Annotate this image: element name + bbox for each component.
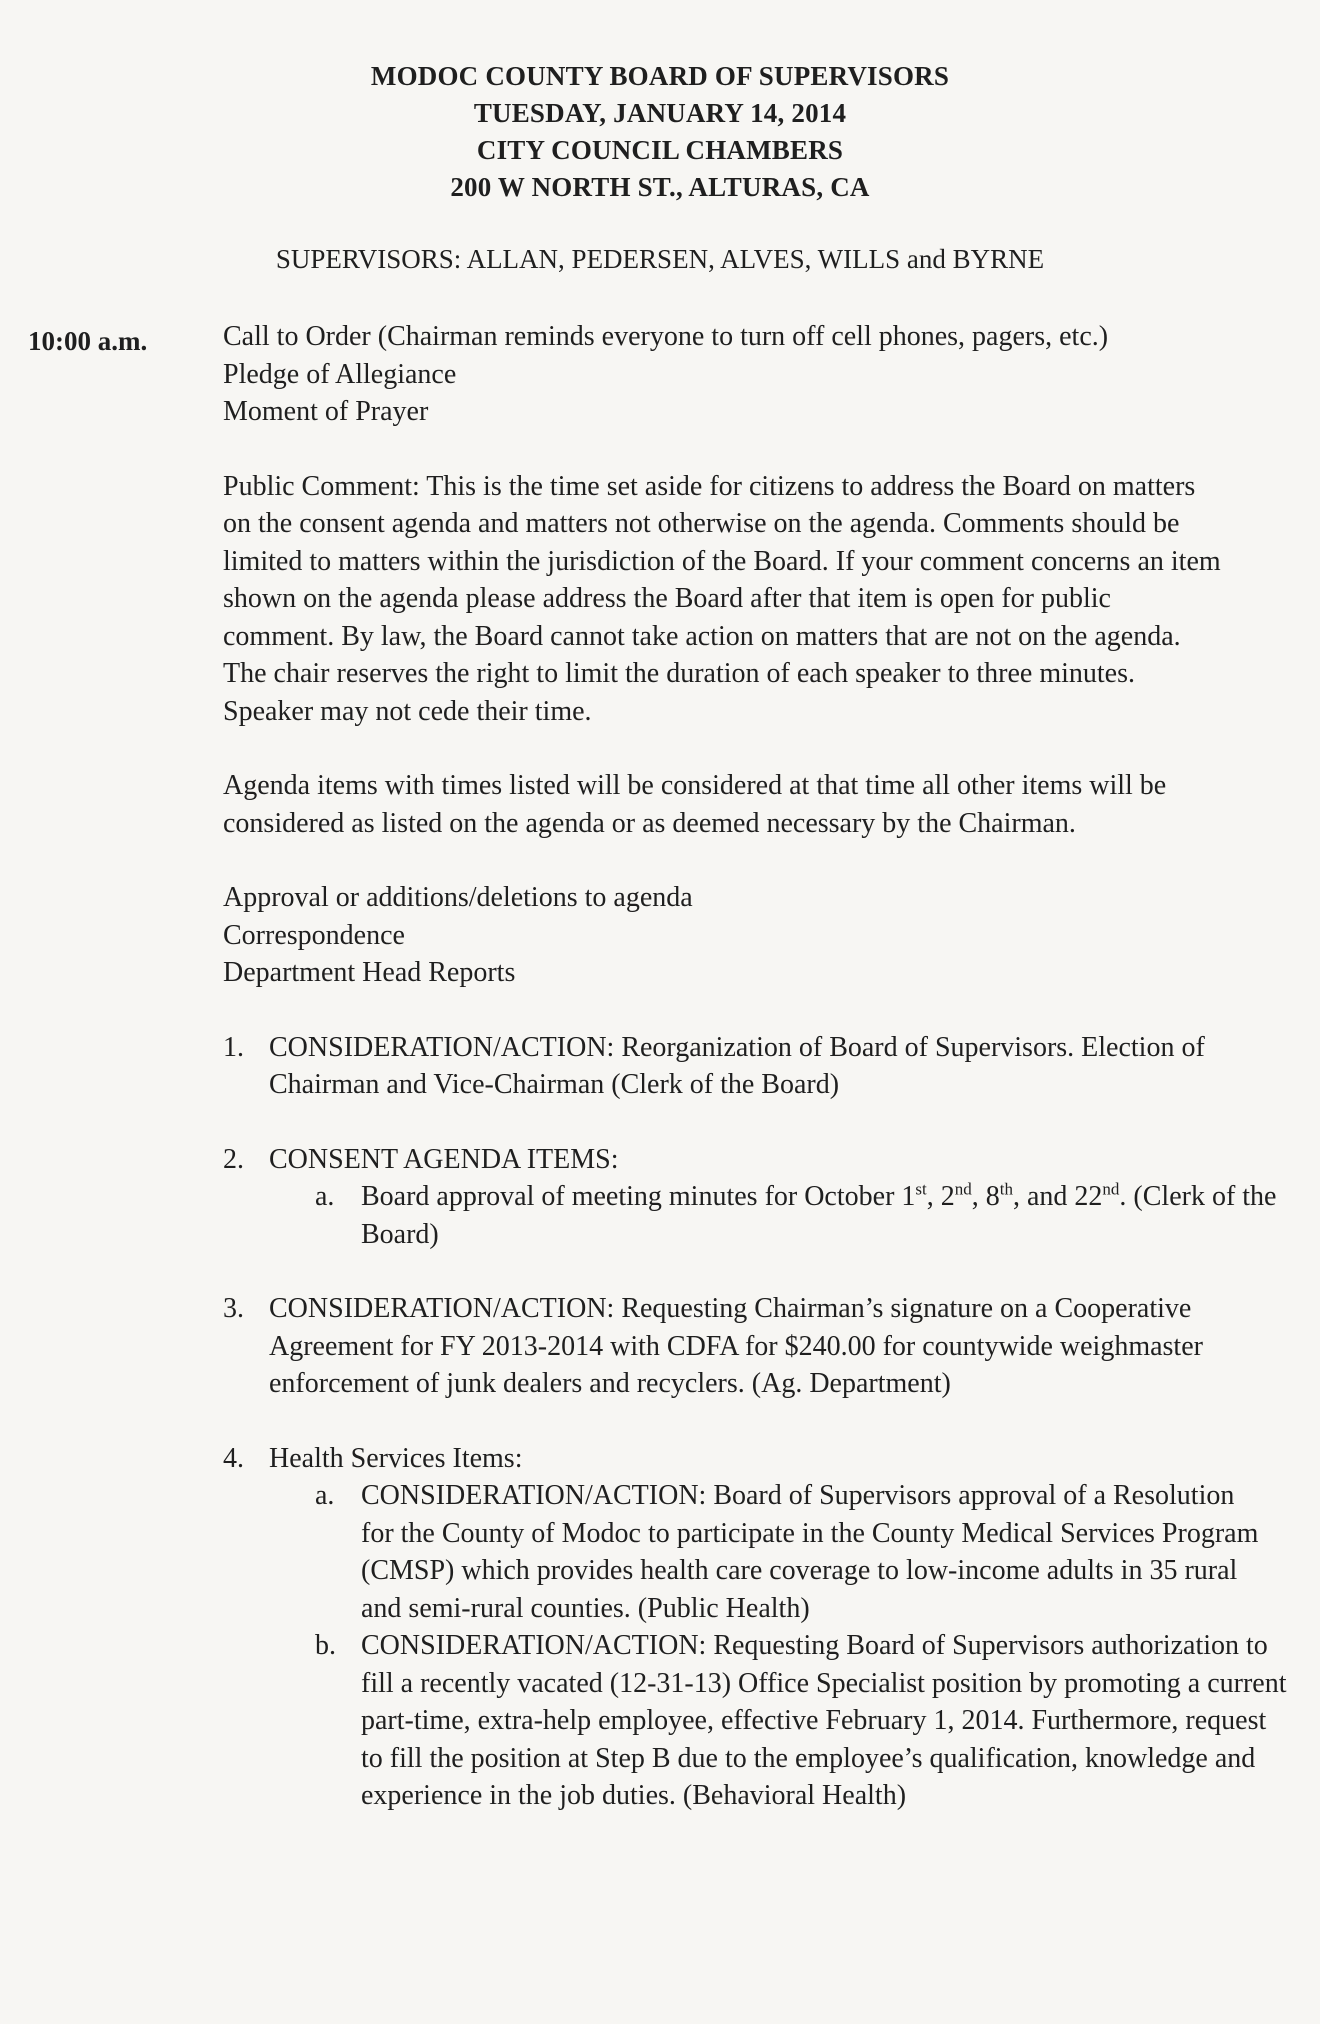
item-text: CONSENT AGENDA ITEMS:	[269, 1143, 619, 1175]
agenda-subitem	[315, 1477, 1298, 1627]
item-text: CONSIDERATION/ACTION: Requesting Chairman’s signature on a Cooperative Agreement for FY 2013-2014 with CDFA for $240.00 for countywide weighmaster enforcement of junk dealers and recyclers. (Ag. Department)	[269, 1293, 1203, 1399]
item-number: 4.	[223, 1442, 244, 1474]
agenda-header	[0, 58, 1320, 206]
agenda-subitem	[315, 1178, 1298, 1253]
agenda-note: Agenda items with times listed will be considered at that time all other items will be considered as listed on the agenda or as deemed necessary by the Chairman.	[223, 770, 1167, 839]
correspondence-line: Correspondence	[223, 919, 405, 951]
department-reports-line: Department Head Reports	[223, 957, 516, 988]
agenda-item	[223, 1029, 1298, 1104]
header-location: CITY COUNCIL CHAMBERS	[476, 135, 844, 165]
agenda-item	[223, 1440, 1298, 1478]
subitem-text: CONSIDERATION/ACTION: Board of Supervisors approval of a Resolution for the County of Modoc to participate in the County Medical Services Program (CMSP) which provides health care coverage to low-income adults in 35 rural and semi-rural counties. (Public Health)	[361, 1480, 1259, 1624]
header-title: MODOC COUNTY BOARD OF SUPERVISORS	[370, 61, 950, 91]
header-date: TUESDAY, JANUARY 14, 2014	[473, 98, 847, 128]
header-address: 200 W NORTH ST., ALTURAS, CA	[450, 172, 870, 202]
agenda-item	[223, 1141, 1298, 1179]
prayer: Moment of Prayer	[223, 396, 429, 427]
supervisors-line: SUPERVISORS: ALLAN, PEDERSEN, ALVES, WILLS and BYRNE	[275, 244, 1045, 274]
approval-line: Approval or additions/deletions to agenda	[223, 882, 693, 913]
item-number: 1.	[223, 1031, 244, 1063]
public-comment: Public Comment: This is the time set aside for citizens to address the Board on matters on the consent agenda and matters not otherwise on the agenda. Comments should be limited to matters within the jurisdiction of the Board. If your comment concerns an item shown on the agenda please address the Board after that item is open for public comment. By law, the Board cannot take action on matters that are not on the agenda. The chair reserves the right to limit the duration of each speaker to three minutes. Speaker may not cede their time.	[223, 470, 1221, 727]
pledge: Pledge of Allegiance	[223, 358, 457, 390]
agenda-item	[223, 1290, 1298, 1403]
subitem-text: Board approval of meeting minutes for October 1st, 2nd, 8th, and 22nd. (Clerk of the Board)	[361, 1179, 1277, 1250]
subitem-text: CONSIDERATION/ACTION: Requesting Board of Supervisors authorization to fill a recently vacated (12-31-13) Office Specialist position by promoting a current part-time, extra-help employee, effective February 1, 2014. Furthermore, request to fill the position at Step B due to the employee’s qualification, knowledge and experience in the job duties. (Behavioral Health)	[361, 1630, 1287, 1811]
subitem-letter: a.	[315, 1181, 335, 1212]
item-number: 3.	[223, 1293, 244, 1324]
subitem-letter: a.	[315, 1480, 335, 1511]
item-text: CONSIDERATION/ACTION: Reorganization of Board of Supervisors. Election of Chairman and Vice-Chairman (Clerk of the Board)	[269, 1031, 1205, 1100]
subitem-letter: b.	[315, 1630, 336, 1661]
call-to-order: Call to Order (Chairman reminds everyone to turn off cell phones, pagers, etc.)	[223, 321, 1109, 352]
item-number: 2.	[223, 1143, 244, 1175]
item-text: Health Services Items:	[269, 1442, 523, 1474]
time-label: 10:00 a.m.	[28, 326, 148, 356]
agenda-body	[223, 318, 1298, 1815]
agenda-subitem	[315, 1627, 1298, 1815]
